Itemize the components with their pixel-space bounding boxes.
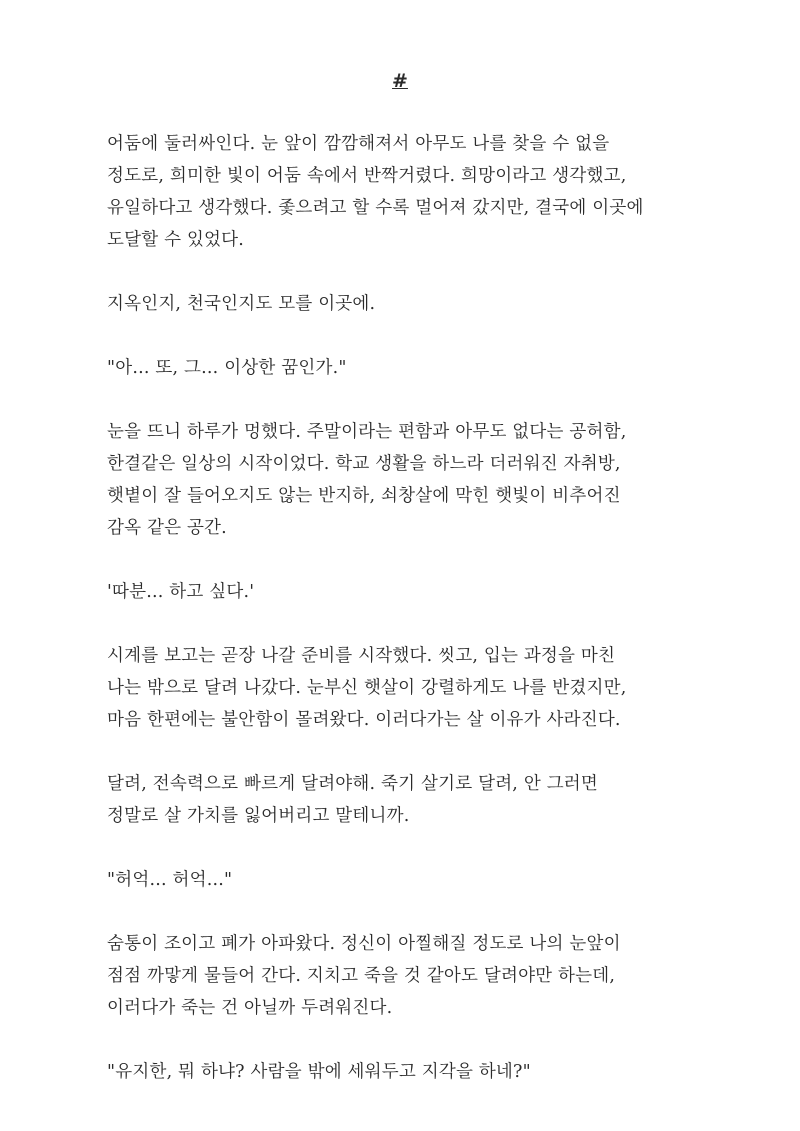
paragraph: 달려, 전속력으로 빠르게 달려야해. 죽기 살기로 달려, 안 그러면 정말로 살 가치를 잃어버리고 말테니까. (107, 774, 599, 826)
paragraph: '따분... 하고 싶다.' (107, 582, 255, 602)
body-text (107, 128, 707, 1120)
paragraph: "유지한, 뭐 하냐? 사람을 밖에 세워두고 지각을 하네?" (107, 1062, 531, 1082)
paragraph: "허억... 허억..." (107, 870, 233, 890)
paragraph: "아... 또, 그... 이상한 꿈인가." (107, 358, 347, 378)
paragraph: 눈을 뜨니 하루가 멍했다. 주말이라는 편함과 아무도 없다는 공허함, 한결같은 일상의 시작이었다. 학교 생활을 하느라 더러워진 자취방, 햇볕이 잘 들어오지도 않는 반지하, 쇠창살에 막힌 햇빛이 비추어진 감옥 같은 공간. (107, 422, 627, 538)
paragraph: 지옥인지, 천국인지도 모를 이곳에. (107, 294, 376, 314)
paragraph: 시계를 보고는 곧장 나갈 준비를 시작했다. 씻고, 입는 과정을 마친 나는 밖으로 달려 나갔다. 눈부신 햇살이 강렬하게도 나를 반겼지만, 마음 한편에는 불안함이 몰려왔다. 이러다가는 살 이유가 사라진다. (107, 646, 627, 730)
paragraph: 어둠에 둘러싸인다. 눈 앞이 깜깜해져서 아무도 나를 찾을 수 없을 정도로, 희미한 빛이 어둠 속에서 반짝거렸다. 희망이라고 생각했고, 유일하다고 생각했다. 좇으려고 할 수록 멀어져 갔지만, 결국에 이곳에 도달할 수 있었다. (107, 134, 644, 250)
paragraph: 숨통이 조이고 폐가 아파왔다. 정신이 아찔해질 정도로 나의 눈앞이 점점 까맣게 물들어 간다. 지치고 죽을 것 같아도 달려야만 하는데, 이러다가 죽는 건 아닐까 두려워진다. (107, 934, 621, 1018)
section-heading: # (392, 70, 408, 92)
